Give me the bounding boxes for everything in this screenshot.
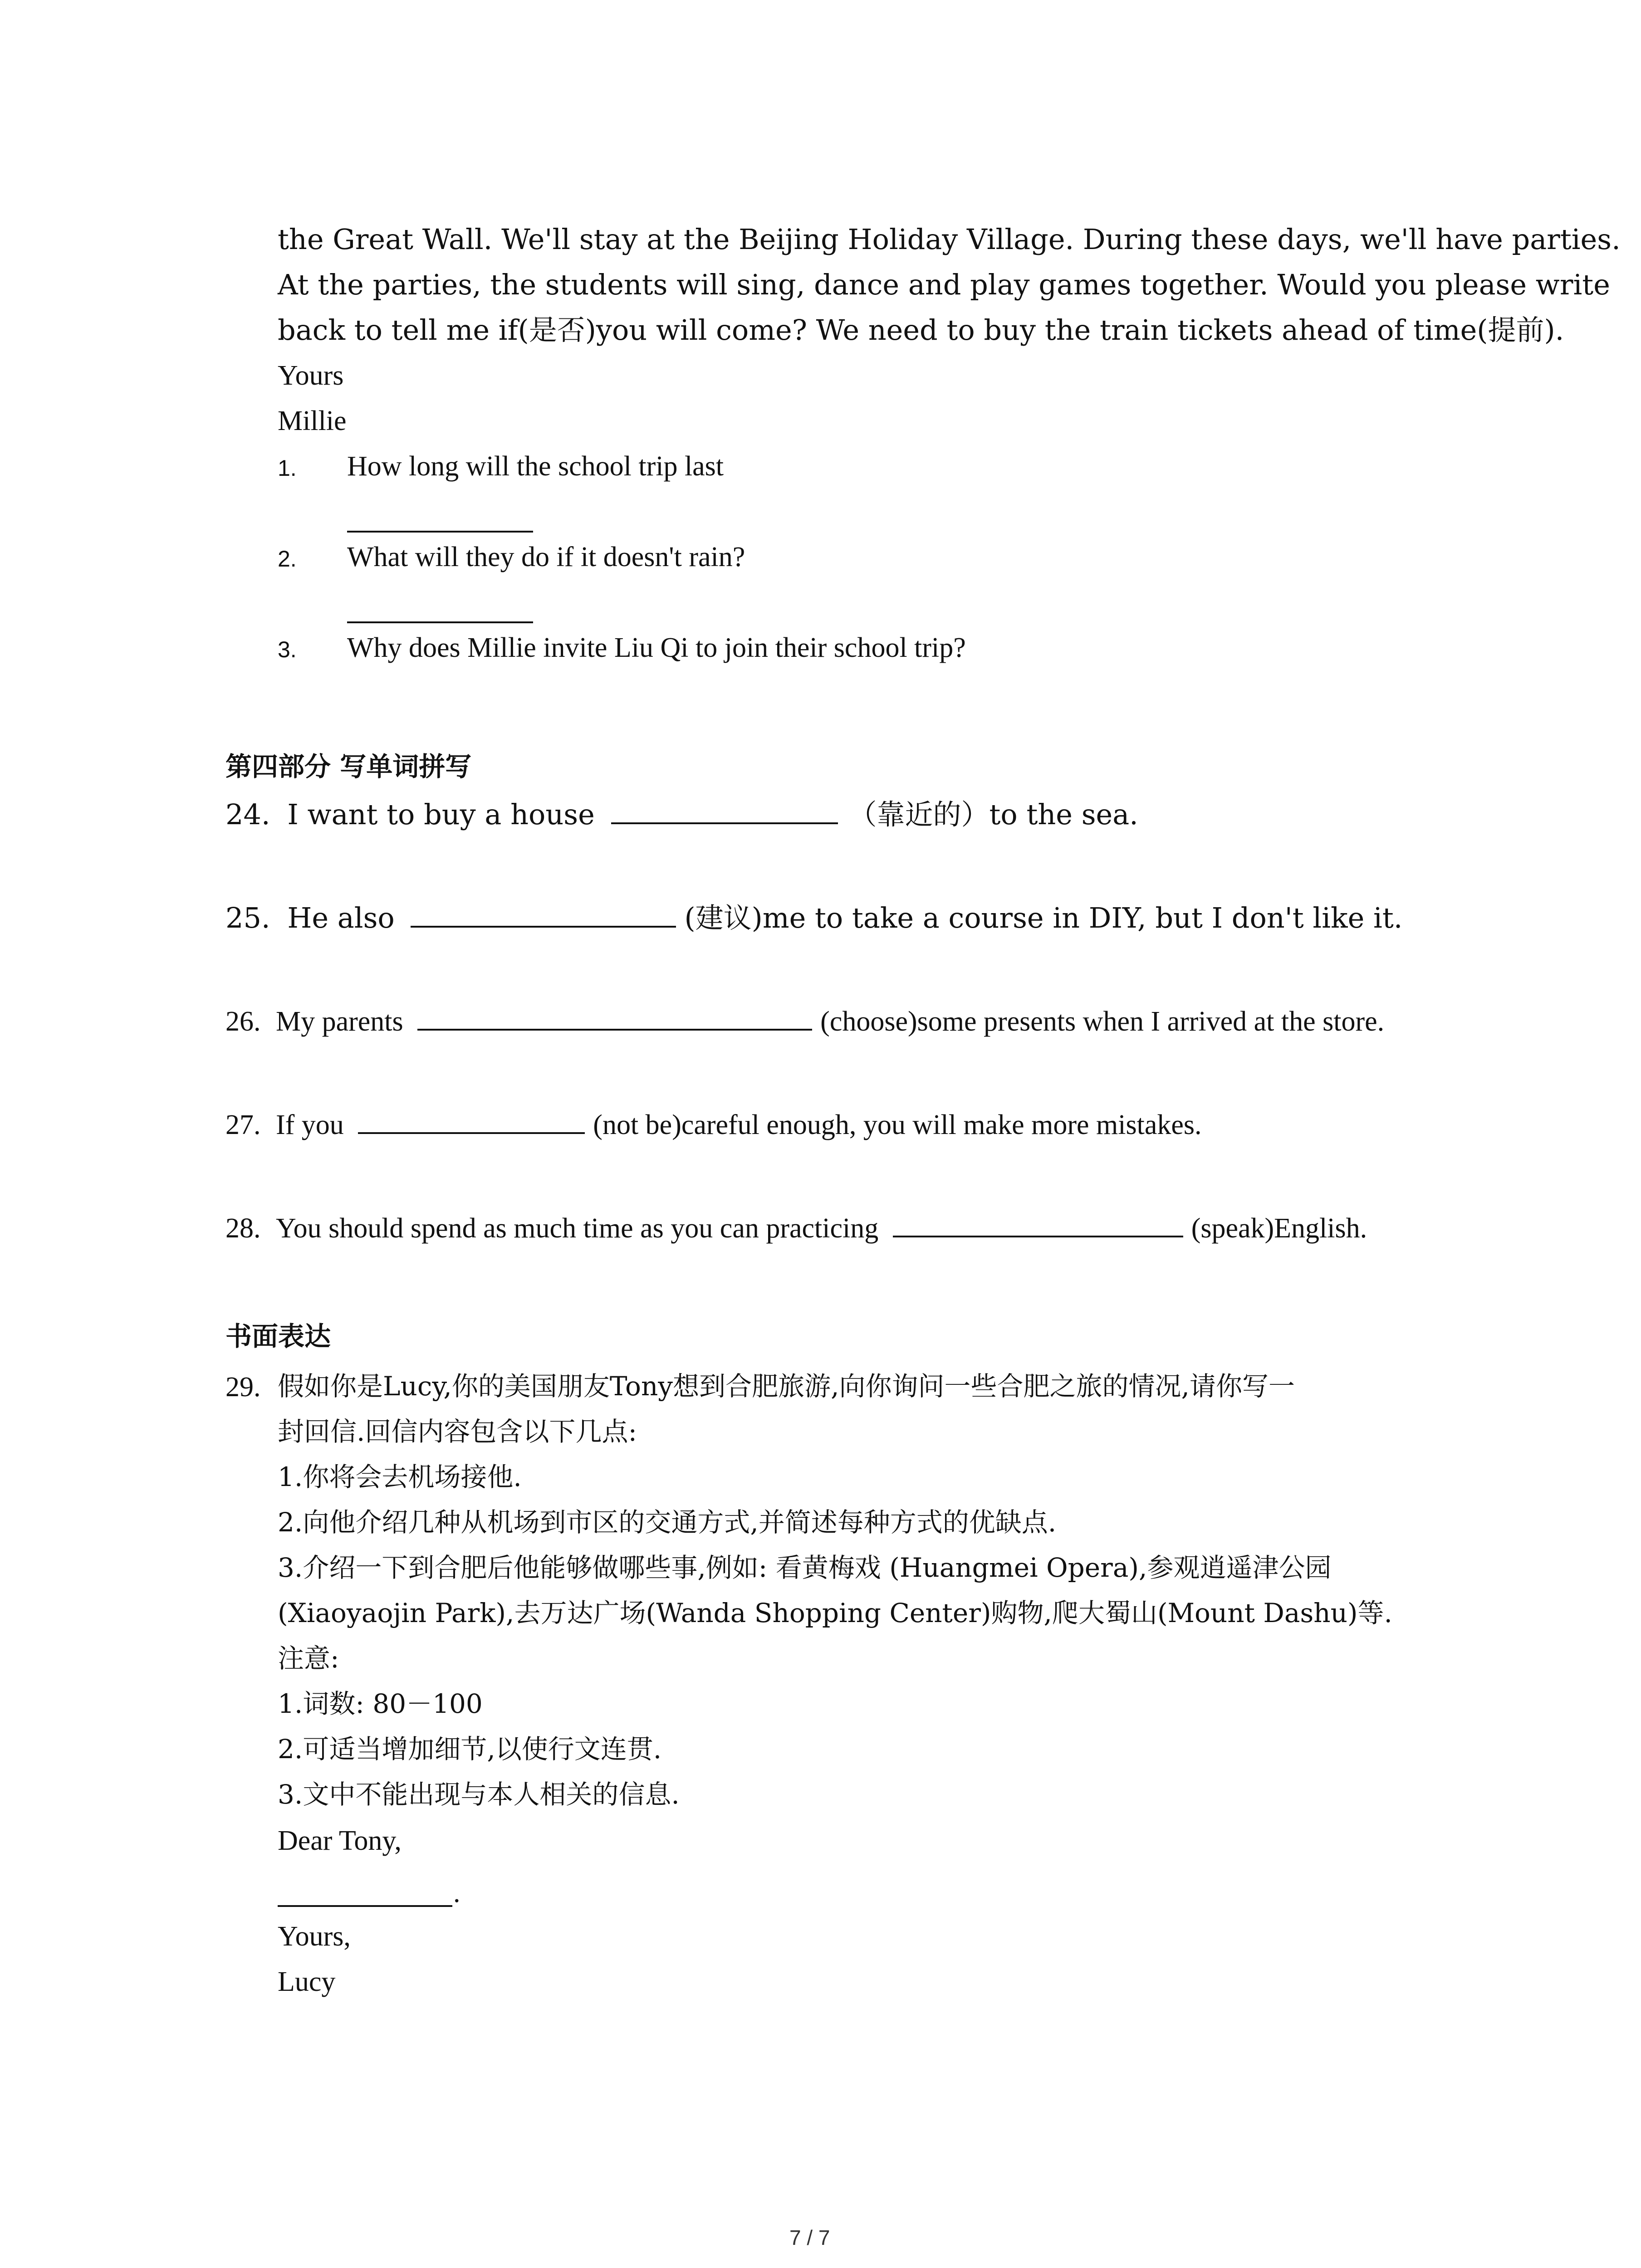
writing-prompt-line: (Xiaoyaojin Park),去万达广场(Wanda Shopping Center)购物,爬大蜀山(Mount Dashu)等. — [278, 1598, 1392, 1628]
letter-greeting: Dear Tony, — [278, 1825, 402, 1856]
question-number: 3. — [278, 637, 297, 662]
item-text: If you — [276, 1110, 344, 1140]
item-text: (choose)some presents when I arrived at the store. — [820, 1006, 1385, 1037]
writing-prompt-line: 1.词数: 80－100 — [278, 1688, 483, 1719]
question-number: 2. — [278, 546, 297, 572]
item-text: （靠近的）to the sea. — [848, 798, 1138, 831]
composition-blank[interactable] — [278, 1905, 452, 1907]
answer-blank[interactable] — [611, 818, 838, 824]
writing-prompt-line: 假如你是Lucy,你的美国朋友Tony想到合肥旅游,向你询问一些合肥之旅的情况,请你写一 — [278, 1371, 1295, 1402]
letter-line: the Great Wall. We'll stay at the Beijing Holiday Village. During these days, we'll have parties. — [278, 223, 1621, 256]
item-number: 28. — [225, 1213, 261, 1244]
writing-prompt-line: 封回信.回信内容包含以下几点: — [278, 1416, 637, 1447]
question-text: What will they do if it doesn't rain? — [347, 542, 745, 572]
item-text: You should spend as much time as you can practicing — [276, 1213, 879, 1244]
item-text: My parents — [276, 1006, 403, 1037]
item-text: I want to buy a house — [287, 798, 595, 831]
item-number: 25. — [225, 901, 270, 934]
question-number: 29. — [225, 1372, 261, 1403]
writing-prompt-line: 注意: — [278, 1643, 339, 1674]
item-number: 27. — [225, 1110, 261, 1140]
question-text: How long will the school trip last — [347, 451, 724, 482]
letter-line: At the parties, the students will sing, dance and play games together. Would you please write — [278, 268, 1610, 301]
question-number: 1. — [278, 455, 297, 481]
letter-line: back to tell me if(是否)you will come? We need to buy the train tickets ahead of time(提前). — [278, 313, 1564, 347]
answer-blank[interactable] — [347, 531, 533, 533]
answer-blank[interactable] — [893, 1231, 1183, 1237]
item-text: (建议)me to take a course in DIY, but I don't like it. — [684, 901, 1403, 934]
answer-blank[interactable] — [417, 1024, 812, 1031]
question-text: Why does Millie invite Liu Qi to join their school trip? — [347, 632, 966, 663]
writing-prompt-line: 3.文中不能出现与本人相关的信息. — [278, 1779, 680, 1810]
letter-signature: Lucy — [278, 1966, 336, 1997]
spelling-item-27 — [225, 1111, 1202, 1139]
section-title: 书面表达 — [225, 1321, 331, 1352]
writing-prompt-line: 2.向他介绍几种从机场到市区的交通方式,并简述每种方式的优缺点. — [278, 1507, 1057, 1538]
page-number: 7 / 7 — [789, 2226, 830, 2249]
writing-prompt-line: 2.可适当增加细节,以使行文连贯. — [278, 1734, 662, 1765]
item-text: (speak)English. — [1191, 1213, 1367, 1244]
letter-closing: Yours, — [278, 1921, 351, 1952]
item-text: (not be)careful enough, you will make more mistakes. — [593, 1110, 1202, 1140]
writing-prompt-line: 1.你将会去机场接他. — [278, 1461, 522, 1492]
answer-blank[interactable] — [347, 621, 533, 623]
spelling-item-24 — [225, 798, 1138, 831]
spelling-item-28 — [225, 1214, 1367, 1242]
answer-blank[interactable] — [358, 1128, 585, 1134]
spelling-item-26 — [225, 1007, 1384, 1036]
letter-closing: Yours — [278, 360, 344, 391]
answer-blank[interactable] — [411, 921, 676, 928]
letter-signature: Millie — [278, 406, 347, 436]
section-title: 第四部分 写单词拼写 — [225, 751, 472, 782]
blank-period: . — [453, 1877, 460, 1908]
item-number: 26. — [225, 1006, 261, 1037]
writing-prompt-line: 3.介绍一下到合肥后他能够做哪些事,例如: 看黄梅戏 (Huangmei Opera),参观逍遥津公园 — [278, 1552, 1332, 1583]
item-number: 24. — [225, 798, 270, 831]
item-text: He also — [287, 901, 395, 934]
spelling-item-25 — [225, 901, 1403, 934]
